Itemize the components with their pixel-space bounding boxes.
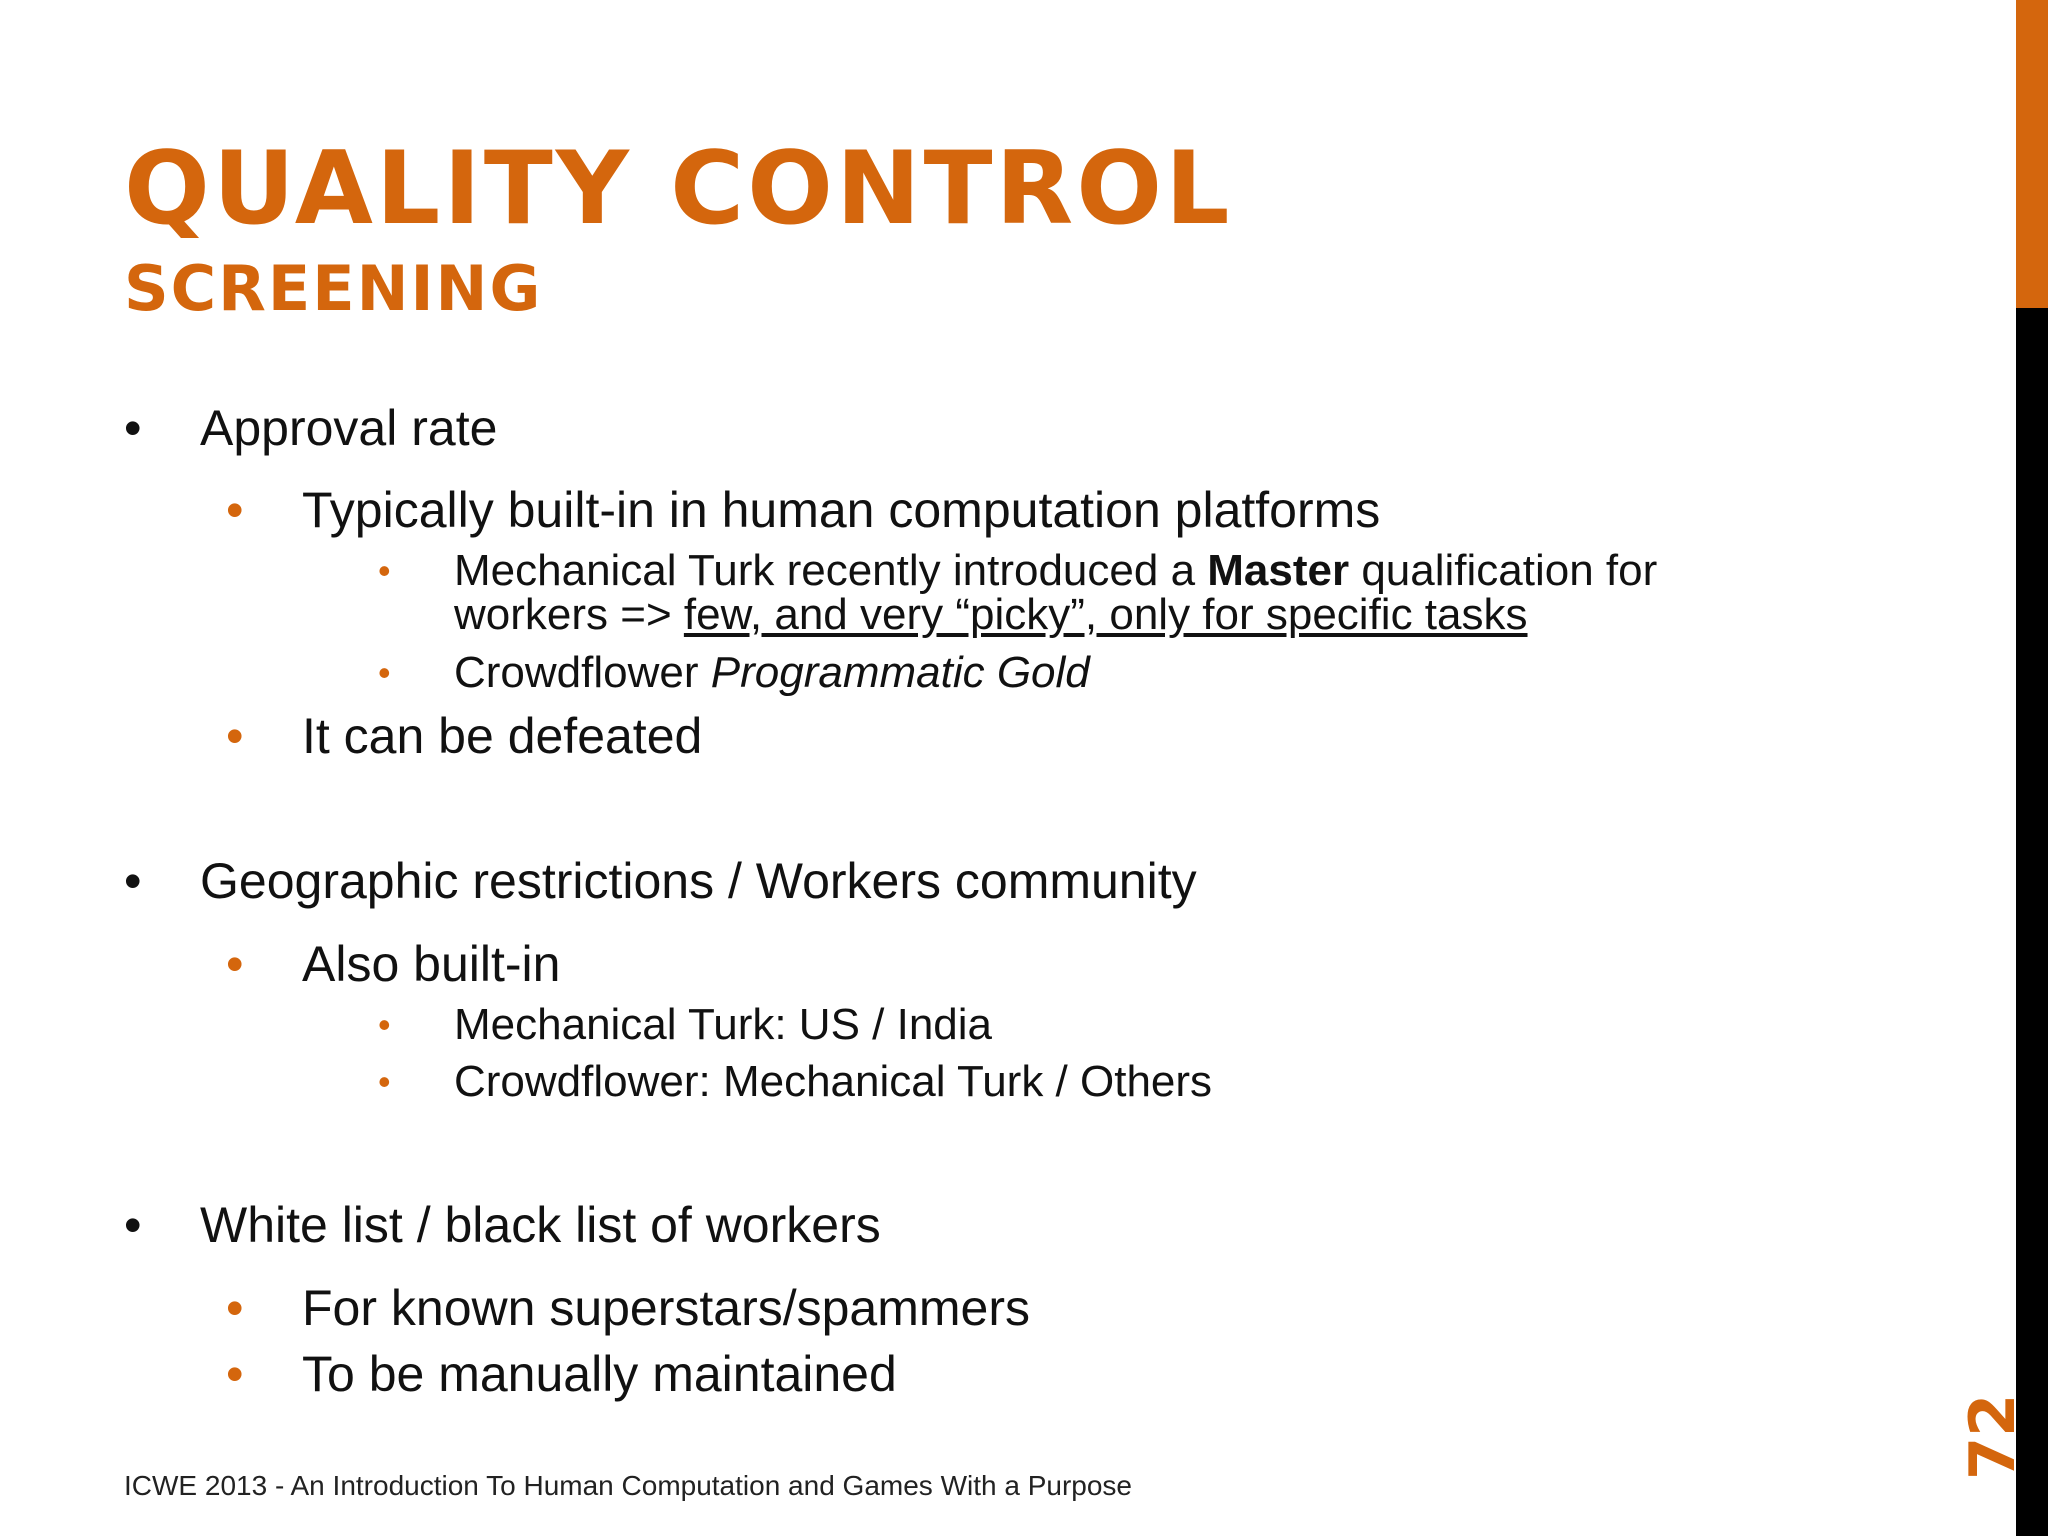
side-dark-bar [2016,308,2048,1536]
bullet-text: Mechanical Turk recently introduced a Master qualification for [454,546,1658,595]
bullet-text: Typically built-in in human computation platforms [302,482,1381,538]
bullet-text: Crowdflower: Mechanical Turk / Others [454,1057,1213,1106]
slide-footer: ICWE 2013 - An Introduction To Human Computation and Games With a Purpose [124,1470,1132,1501]
underlined-text: few, and very “picky”, only for specific tasks [683,590,1528,639]
bullet-icon: • [378,1061,391,1102]
bullet-text: Mechanical Turk: US / India [454,1000,993,1049]
master-keyword: Master [1207,546,1350,595]
bullet-text: For known superstars/spammers [302,1280,1031,1336]
bullet-text: Approval rate [200,400,498,456]
bullet-icon: • [124,1197,142,1253]
bullet-icon: • [226,936,244,992]
slide-subtitle: SCREENING [124,252,543,325]
italic-text: Programmatic Gold [710,648,1090,697]
bullet-icon: • [226,708,244,764]
bullet-text: Geographic restrictions / Workers community [200,853,1197,909]
bullet-icon: • [124,853,142,909]
page-number: 72 [1956,1393,2029,1480]
bullet-text: White list / black list of workers [200,1197,881,1253]
bullet-text: workers => few, and very “picky”, only for specific tasks [454,590,1528,639]
bullet-icon: • [226,482,244,538]
bullet-icon: • [226,1280,244,1336]
bullet-icon: • [378,550,391,591]
bullet-text: To be manually maintained [302,1346,897,1402]
bullet-icon: • [124,400,142,456]
bullet-text: It can be defeated [302,708,703,764]
bullet-text: Also built-in [302,936,561,992]
bullet-icon: • [226,1346,244,1402]
side-accent-bar [2016,0,2048,308]
slide-title: QUALITY CONTROL [124,129,1233,247]
bullet-icon: • [378,1004,391,1045]
bullet-icon: • [378,652,391,693]
bullet-text: Crowdflower Programmatic Gold [454,648,1090,697]
